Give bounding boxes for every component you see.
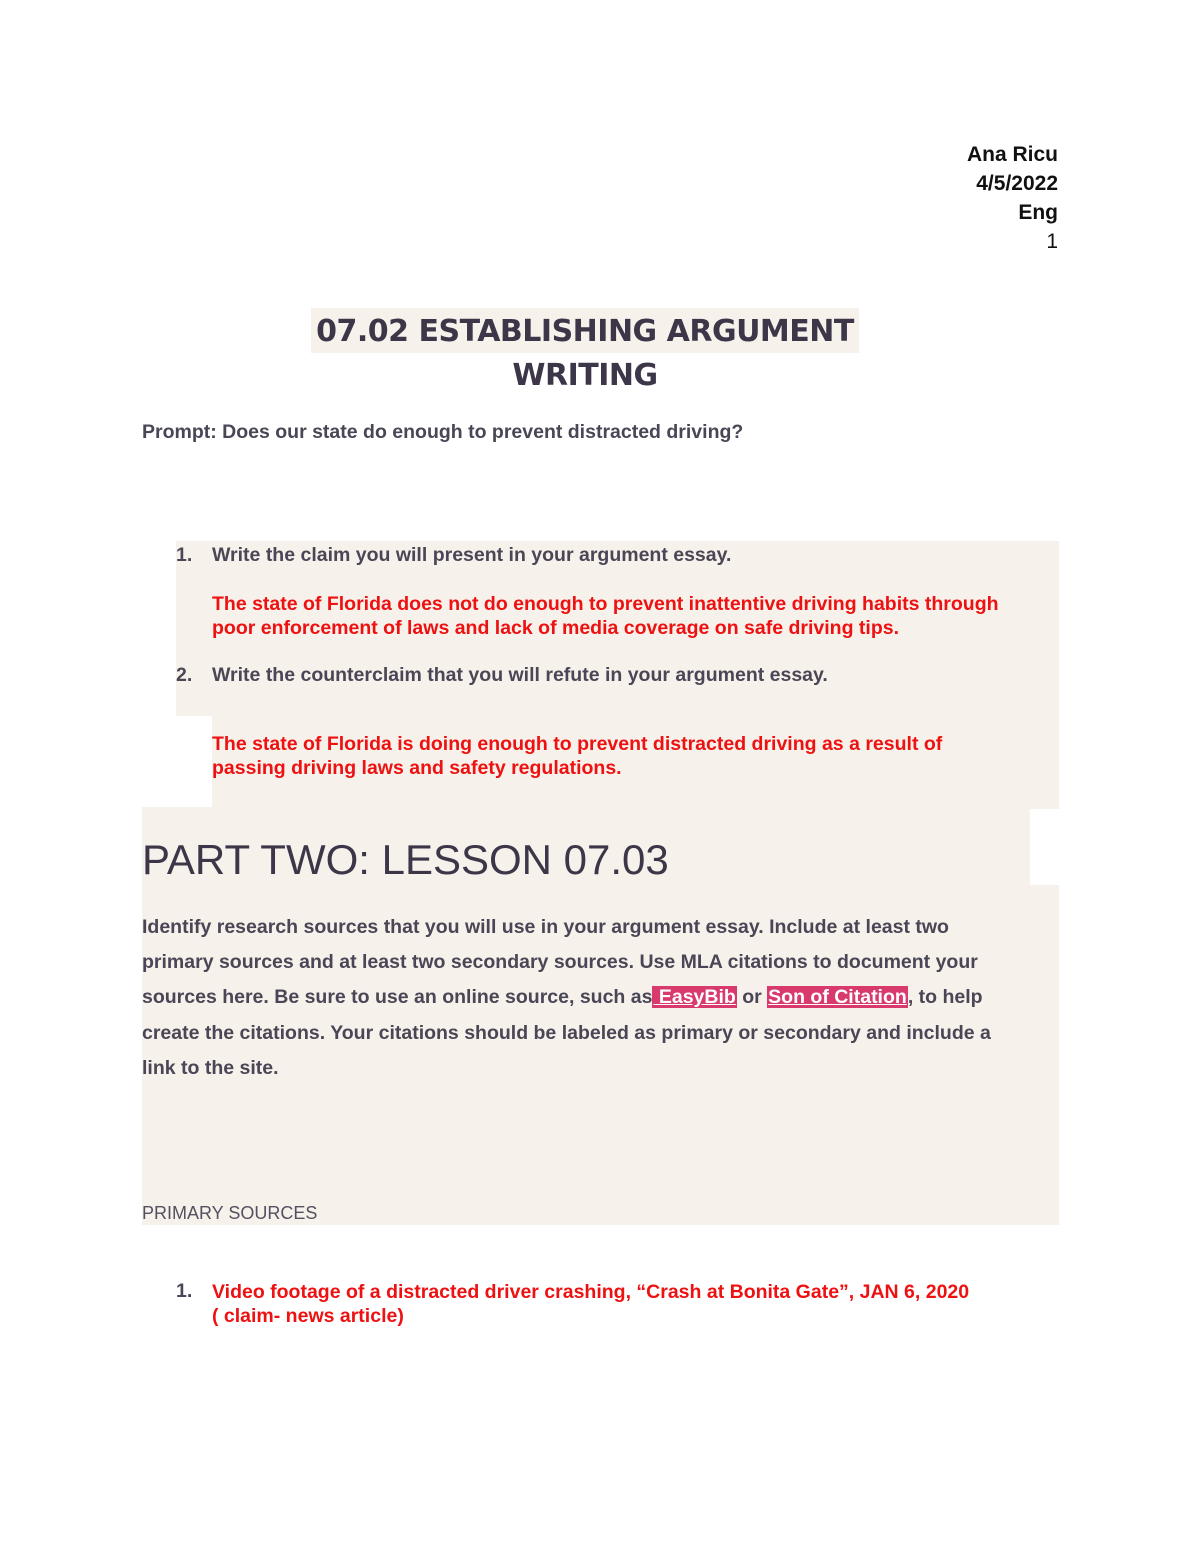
question-number: 1.: [176, 544, 193, 566]
course-name: Eng: [1018, 201, 1058, 224]
son-of-citation-link[interactable]: Son of Citation: [768, 986, 907, 1009]
paragraph-line: [142, 980, 1047, 1015]
paragraph-line: Identify research sources that you will use in your argument essay. Include at least two: [142, 916, 949, 938]
paragraph-line: create the citations. Your citations should be labeled as primary or secondary and include a: [142, 1021, 991, 1044]
citation-line: Video footage of a distracted driver crashing, “Crash at Bonita Gate”, JAN 6, 2020: [212, 1281, 970, 1303]
document-header: [967, 140, 1058, 256]
section-heading: PART TWO: LESSON 07.03: [142, 836, 669, 883]
question-number: 2.: [176, 664, 193, 686]
primary-sources-heading: PRIMARY SOURCES: [142, 1203, 318, 1223]
paragraph-text: , to help: [907, 986, 983, 1009]
paragraph-line: primary sources and at least two secondary sources. Use MLA citations to document your: [142, 951, 978, 974]
answer-line: The state of Florida is doing enough to prevent distracted driving as a result of: [212, 733, 943, 755]
easybib-link[interactable]: EasyBib: [653, 986, 736, 1009]
citation-line: ( claim- news article): [212, 1305, 404, 1327]
answer-line: The state of Florida does not do enough to prevent inattentive driving habits through: [212, 593, 999, 615]
page-title: 07.02 ESTABLISHING ARGUMENT WRITING: [316, 314, 854, 393]
source-number: 1.: [176, 1280, 193, 1302]
instructions-paragraph: [142, 910, 1047, 1086]
paragraph-line: link to the site.: [142, 1056, 279, 1079]
question-text: Write the claim you will present in your argument essay.: [212, 544, 732, 566]
question-text: Write the counterclaim that you will refute in your argument essay.: [212, 664, 828, 686]
author-name: Ana Ricu: [966, 143, 1058, 166]
counterclaim-answer: [212, 732, 942, 780]
document-date: 4/5/2022: [976, 172, 1058, 195]
answer-line: passing driving laws and safety regulations.: [212, 757, 622, 779]
paragraph-text: sources here. Be sure to use an online source, such as: [142, 986, 653, 1009]
answer-line: poor enforcement of laws and lack of media coverage on safe driving tips.: [212, 617, 900, 639]
prompt-text: Prompt: Does our state do enough to prevent distracted driving?: [142, 421, 744, 443]
claim-answer: [212, 592, 999, 640]
source-citation: [212, 1280, 969, 1328]
paragraph-text: or: [736, 986, 768, 1009]
page-number: 1: [1046, 230, 1058, 253]
